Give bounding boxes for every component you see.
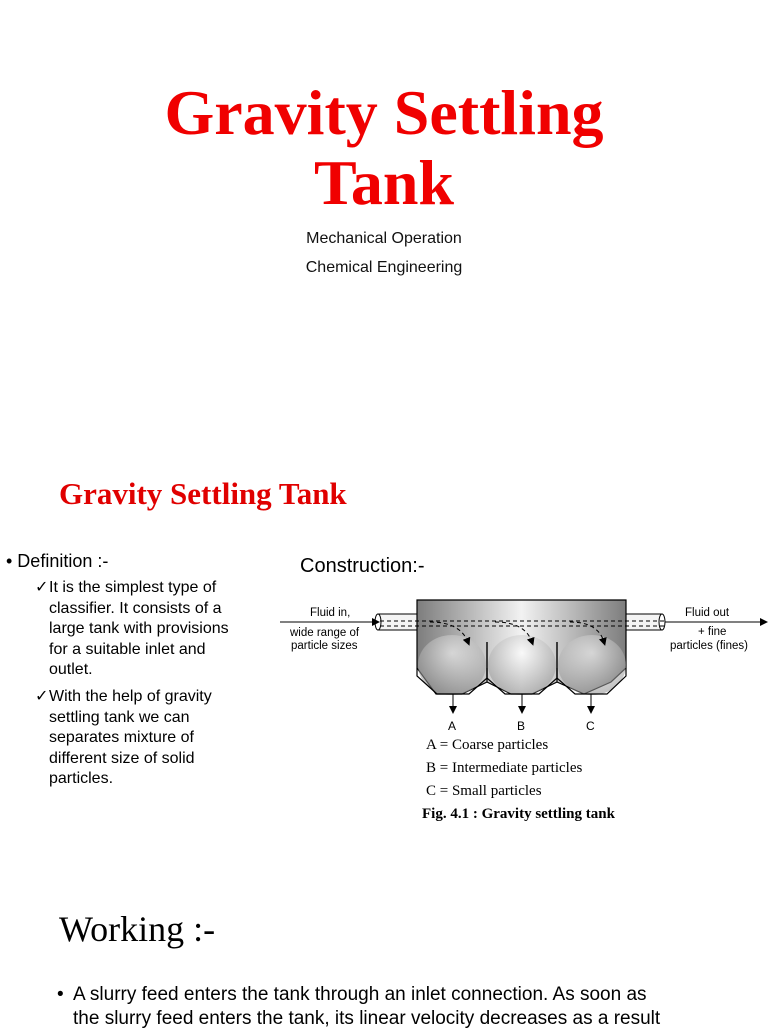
legend-small: C = Small particles: [426, 783, 542, 799]
legend-intermediate: B = Intermediate particles: [426, 760, 583, 776]
inlet-label-line: wide range of: [290, 627, 360, 639]
point-line: With the help of gravity: [49, 688, 212, 705]
construction-label: Construction:-: [300, 555, 425, 577]
outlet-label: C: [586, 719, 595, 733]
settling-tank-diagram: [280, 590, 768, 740]
check-icon: ✓: [35, 688, 49, 705]
inlet-label-line: Fluid in,: [310, 607, 351, 619]
subtitle-course: Mechanical Operation: [306, 230, 462, 247]
legend-coarse: A = Coarse particles: [426, 737, 549, 753]
working-line-1: A slurry feed enters the tank through an inlet connection. As soon as: [73, 984, 647, 1005]
section-heading: Gravity Settling Tank: [59, 476, 347, 511]
working-line-2: the slurry feed enters the tank, its linear velocity decreases as a result: [73, 1008, 661, 1029]
point-line: outlet.: [49, 661, 93, 679]
title-line-1: Gravity Settling: [164, 77, 604, 148]
definition-point-2: [35, 687, 261, 790]
check-icon: ✓: [35, 579, 49, 596]
title-line-2: Tank: [314, 147, 454, 218]
outlet-pipe: [626, 614, 662, 630]
point-line: classifier. It consists of a: [49, 599, 222, 617]
point-line: It is the simplest type of: [49, 579, 217, 596]
slide-title: [0, 78, 768, 218]
definition-label: • Definition :-: [6, 551, 109, 571]
outlet-label-line: + fine: [698, 626, 727, 638]
outlet-label-line: particles (fines): [670, 640, 748, 652]
subtitle-department: Chemical Engineering: [305, 259, 463, 276]
outlet-label: B: [517, 719, 526, 733]
point-line: separates mixture of: [49, 729, 194, 747]
inlet-pipe: [378, 614, 418, 630]
working-heading: Working :-: [59, 909, 216, 949]
outlet-label-line: Fluid out: [685, 607, 730, 619]
definition-point-1: [35, 578, 261, 681]
bullet-icon: •: [57, 984, 64, 1005]
point-line: different size of solid: [49, 749, 195, 767]
figure-caption: Fig. 4.1 : Gravity settling tank: [422, 806, 615, 822]
inlet-label-line: particle sizes: [291, 640, 358, 652]
point-line: settling tank we can: [49, 708, 190, 726]
point-line: large tank with provisions: [49, 620, 229, 638]
point-line: particles.: [49, 770, 114, 788]
point-line: for a suitable inlet and: [49, 640, 206, 658]
outlet-label: A: [448, 719, 457, 733]
